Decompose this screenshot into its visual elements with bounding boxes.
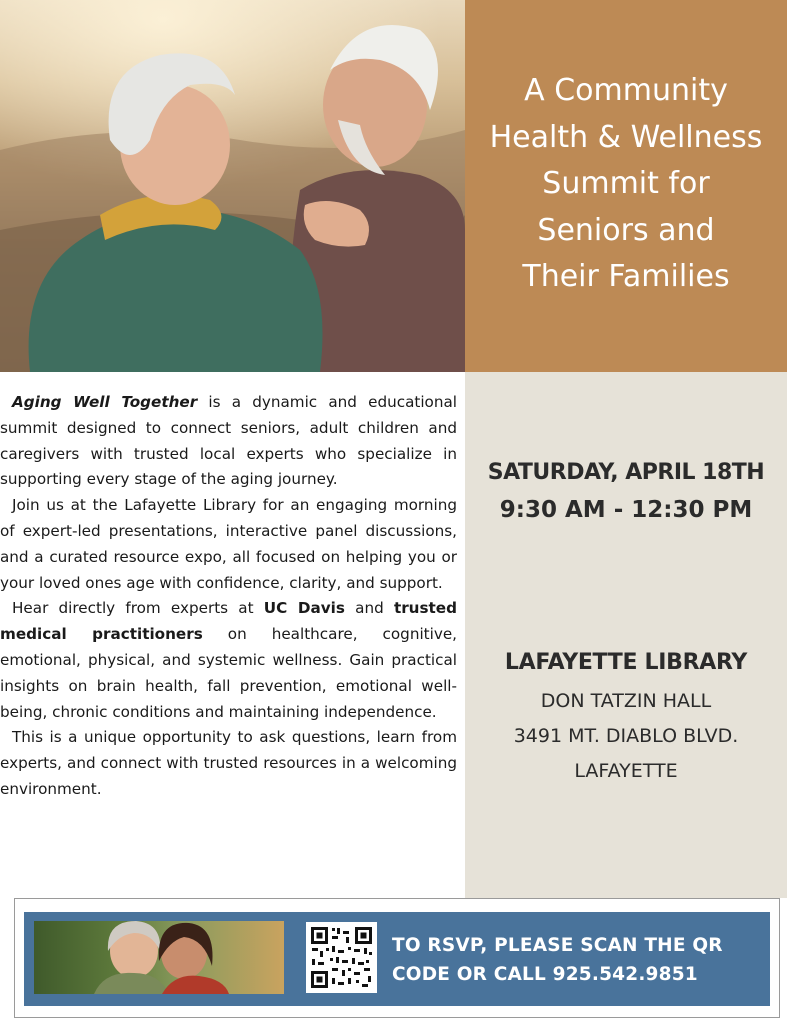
title-line: A Community bbox=[524, 73, 728, 108]
paragraph-experts bbox=[0, 596, 457, 725]
title-panel bbox=[465, 0, 787, 372]
highlight-practitioners: trusted medical practitioners bbox=[0, 599, 457, 644]
paragraph-text: on healthcare, cognitive, emotional, physical, and systemic wellness. Gain practical insights on brain health, fall prevention, emotional well-being, chronic conditions and maintaining independence. bbox=[0, 625, 457, 721]
description-text bbox=[0, 390, 457, 803]
event-date: SATURDAY, APRIL 18TH bbox=[487, 460, 765, 485]
rsvp-instructions bbox=[392, 931, 764, 989]
title-line: Summit for bbox=[542, 166, 710, 201]
rsvp-line: CODE OR CALL 925.542.9851 bbox=[392, 964, 698, 985]
page-title bbox=[477, 68, 775, 301]
hero-photo-couple bbox=[0, 0, 465, 372]
paragraph-intro bbox=[0, 390, 457, 493]
title-line: Their Families bbox=[522, 259, 730, 294]
event-details-panel bbox=[465, 372, 787, 898]
title-line: Seniors and bbox=[537, 212, 715, 248]
paragraph-join: Join us at the Lafayette Library for an engaging morning of expert-led presentations, interactive panel discussions, and a curated resource expo, all focused on helping you or your loved ones age with confidence, clarity, and support. bbox=[0, 496, 457, 592]
event-time: 9:30 AM - 12:30 PM bbox=[499, 497, 753, 523]
title-line: Health & Wellness bbox=[489, 119, 763, 155]
venue-city: LAFAYETTE bbox=[574, 760, 678, 782]
footer-photo-women bbox=[34, 921, 284, 994]
rsvp-line: TO RSVP, PLEASE SCAN THE QR bbox=[392, 935, 723, 956]
qr-code-icon[interactable] bbox=[306, 922, 377, 993]
venue-street: 3491 MT. DIABLO BLVD. bbox=[513, 725, 739, 747]
paragraph-text: Hear directly from experts at bbox=[12, 599, 264, 618]
program-name: Aging Well Together bbox=[12, 393, 198, 411]
venue-name: LAFAYETTE LIBRARY bbox=[504, 650, 748, 675]
highlight-uc-davis: UC Davis bbox=[263, 599, 345, 618]
paragraph-opportunity: This is a unique opportunity to ask questions, learn from experts, and connect with trusted resources in a welcoming environment. bbox=[0, 728, 457, 798]
paragraph-text: is a dynamic and educational summit designed to connect seniors, adult children and caregivers with trusted local experts who specialize in supporting every stage of the aging journey. bbox=[0, 393, 458, 489]
venue-hall: DON TATZIN HALL bbox=[540, 690, 712, 712]
paragraph-text: and bbox=[344, 599, 394, 618]
